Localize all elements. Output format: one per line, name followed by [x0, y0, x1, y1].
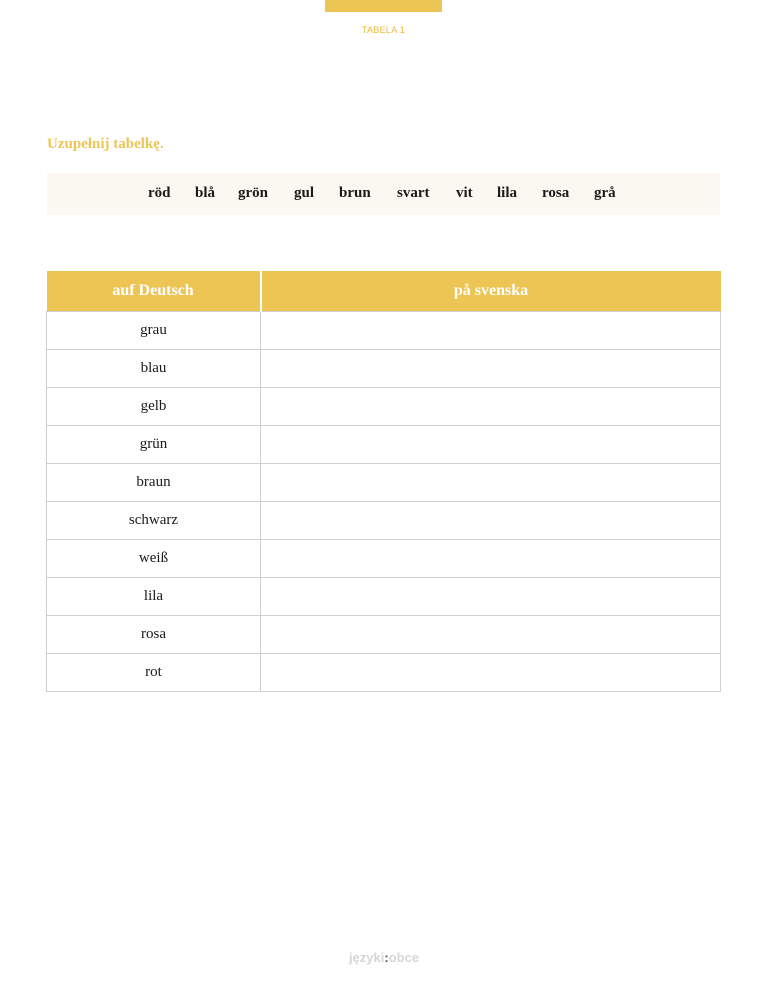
swedish-answer-cell[interactable]: [261, 578, 721, 616]
word-bank-item: rosa: [542, 185, 570, 201]
table-row: [47, 426, 721, 464]
top-tab-marker: [325, 0, 442, 12]
word-bank-item: grön: [238, 185, 268, 201]
swedish-answer-cell[interactable]: [261, 312, 721, 350]
table-row: [47, 654, 721, 692]
german-word-cell: weiß: [47, 540, 261, 578]
swedish-answer-cell[interactable]: [261, 654, 721, 692]
table-row: [47, 312, 721, 350]
column-header-german: auf Deutsch: [47, 271, 261, 312]
column-header-swedish: på svenska: [261, 271, 721, 312]
german-word-cell: blau: [47, 350, 261, 388]
swedish-answer-cell[interactable]: [261, 388, 721, 426]
word-bank-item: grå: [594, 185, 616, 201]
word-bank-item: lila: [497, 185, 518, 201]
logo-text-left: języki: [348, 950, 385, 965]
swedish-answer-cell[interactable]: [261, 350, 721, 388]
german-word-cell: gelb: [47, 388, 261, 426]
swedish-answer-cell[interactable]: [261, 616, 721, 654]
swedish-answer-cell[interactable]: [261, 502, 721, 540]
tab-label: TABELA 1: [361, 25, 406, 35]
word-bank-item: röd: [148, 185, 171, 201]
word-bank-item: blå: [195, 185, 216, 201]
swedish-answer-cell[interactable]: [261, 426, 721, 464]
german-word-cell: lila: [47, 578, 261, 616]
german-word-cell: rot: [47, 654, 261, 692]
word-bank-item: svart: [397, 185, 430, 201]
table-row: [47, 350, 721, 388]
word-bank-item: brun: [339, 185, 371, 201]
translation-table: [46, 271, 721, 692]
word-bank-item: vit: [456, 185, 473, 201]
german-word-cell: grün: [47, 426, 261, 464]
word-bank: [47, 173, 720, 215]
table-row: [47, 388, 721, 426]
instruction-heading: Uzupełnij tabelkę.: [47, 136, 164, 152]
german-word-cell: schwarz: [47, 502, 261, 540]
logo-text-right: obce: [388, 950, 420, 965]
german-word-cell: grau: [47, 312, 261, 350]
table-row: [47, 464, 721, 502]
swedish-answer-cell[interactable]: [261, 540, 721, 578]
table-row: [47, 502, 721, 540]
table-row: [47, 540, 721, 578]
german-word-cell: rosa: [47, 616, 261, 654]
logo-separator: :: [384, 950, 389, 965]
table-row: [47, 578, 721, 616]
german-word-cell: braun: [47, 464, 261, 502]
table-row: [47, 616, 721, 654]
swedish-answer-cell[interactable]: [261, 464, 721, 502]
footer-logo: [0, 950, 768, 965]
word-bank-item: gul: [294, 185, 315, 201]
table-header-row: [47, 271, 721, 312]
